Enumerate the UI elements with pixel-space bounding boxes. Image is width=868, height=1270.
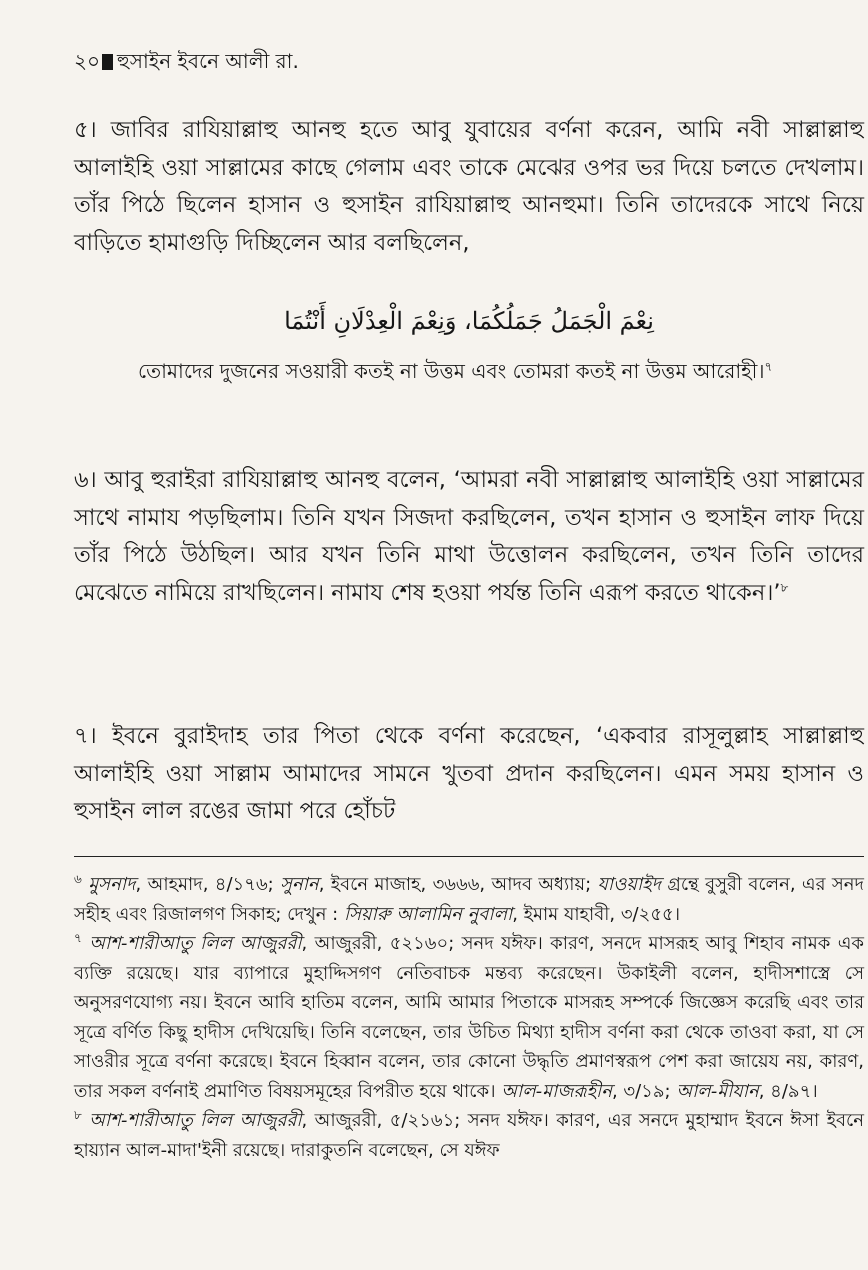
- hadith-6-paragraph: [74, 462, 864, 612]
- source-title: সিয়ারু আলামিন নুবালা: [343, 903, 513, 925]
- page-number: ২০: [74, 49, 101, 73]
- hadith-7-text: ৭। ইবনে বুরাইদাহ তার পিতা থেকে বর্ণনা করেছেন, ‘একবার রাসূলুল্লাহ সাল্লাল্লাহু আলাইহি ওয়া সাল্লাম আমাদের সামনে খুতবা প্রদান করছিলেন। এমন সময় হাসান ও হুসাইন লাল রঙের জামা পরে হোঁচট: [74, 723, 864, 824]
- source-title: আল-মাজরূহীন: [501, 1080, 612, 1102]
- footnote-7: [74, 929, 864, 1106]
- running-title: হুসাইন ইবনে আলী রা.: [117, 49, 299, 73]
- translation-text: তোমাদের দুজনের সওয়ারী কতই না উত্তম এবং তোমরা কতই না উত্তম আরোহী।: [138, 359, 765, 383]
- footnote-mark: ৬: [74, 872, 82, 886]
- footnote-6: [74, 870, 864, 929]
- page-header: [74, 48, 299, 74]
- hadith-7-paragraph: [74, 718, 864, 831]
- hadith-5-text: ৫। জাবির রাযিয়াল্লাহু আনহু হতে আবু যুবায়ের বর্ণনা করেন, আমি নবী সাল্লাল্লাহু আলাইহি ওয়া সাল্লামের কাছে গেলাম এবং তাকে মেঝের ওপর ভর দিয়ে চলতে দেখলাম। তাঁর পিঠে ছিলেন হাসান ও হুসাইন রাযিয়াল্লাহু আনহুমা। তিনি তাদেরকে সাথে নিয়ে বাড়িতে হামাগুড়ি দিচ্ছিলেন আর বলছিলেন,: [74, 117, 864, 256]
- footnote-ref-7: ৭: [764, 359, 773, 374]
- source-title: মুসনাদ: [88, 874, 136, 895]
- citation-text: , ৪/৯৭।: [758, 1080, 818, 1102]
- arabic-quote: نِعْمَ الْجَمَلُ جَمَلُكُمَا، وَنِعْمَ الْعِدْلَانِ أَنْتُمَا: [284, 307, 654, 335]
- citation-text: , ইবনে মাজাহ, ৩৬৬৬, আদব অধ্যায়;: [318, 874, 598, 895]
- footnote-ref-8: ৮: [780, 580, 789, 594]
- footnote-divider: [74, 856, 864, 857]
- citation-text: গ্রন্থে বুসুরী বলেন, এর সনদ সহীহ এবং রিজালগণ সিকাহ; দেখুন :: [74, 874, 864, 925]
- footnotes-section: [74, 870, 864, 1165]
- citation-text: , আজুররী, ৫/২১৬১; সনদ যঈফ। কারণ, এর সনদে মুহাম্মাদ ইবনে ঈসা ইবনে হায়্যান আল-মাদা'ইনী রয়েছে। দারাকুতনি বলেছেন, সে যঈফ: [74, 1110, 864, 1161]
- footnote-mark: ৭: [74, 931, 82, 945]
- citation-text: , আজুররী, ৫২১৬০; সনদ যঈফ। কারণ, সনদে মাসরূহ আবু শিহাব নামক এক ব্যক্তি রয়েছে। যার ব্যাপারে মুহাদ্দিসগণ নেতিবাচক মন্তব্য করেছেন। উকাইলী বলেন, হাদীসশাস্ত্রে সে অনুসরণযোগ্য নয়। ইবনে আবি হাতিম বলেন, আমি আমার পিতাকে মাসরূহ সম্পর্কে জিজ্ঞেস করেছি এবং তার সূত্রে বর্ণিত কিছু হাদীস দেখিয়েছি। তিনি বলেছেন, তার উচিত মিথ্যা হাদীস বর্ণনা করা থেকে তাওবা করা, যা সে সাওরীর সূত্রে বর্ণনা করেছে। ইবনে হিব্বান বলেন, তার কোনো উদ্ধৃতি প্রমাণস্বরূপ পেশ করা জায়েয নয়, কারণ, তার সকল বর্ণনাই প্রমাণিত বিষয়সমূহের বিপরীত হয়ে থাকে।: [74, 933, 864, 1102]
- hadith-5-paragraph: [74, 112, 864, 262]
- citation-text: , ৩/১৯;: [611, 1080, 677, 1102]
- source-title: সুনান: [280, 874, 319, 895]
- source-title: আল-মীযান: [676, 1080, 759, 1102]
- hadith-6-text: ৬। আবু হুরাইরা রাযিয়াল্লাহু আনহু বলেন, ‘আমরা নবী সাল্লাল্লাহু আলাইহি ওয়া সাল্লামের সাথে নামায পড়ছিলাম। তিনি যখন সিজদা করছিলেন, তখন হাসান ও হুসাইন লাফ দিয়ে তাঁর পিঠে উঠছিল। আর যখন তিনি মাথা উত্তোলন করছিলেন, তখন তিনি তাদের মেঝেতে নামিয়ে রাখছিলেন। নামায শেষ হওয়া পর্যন্ত তিনি এরূপ করতে থাকেন।’: [74, 467, 864, 606]
- source-title: যাওয়াইদ: [597, 874, 661, 895]
- footnote-mark: ৮: [74, 1108, 82, 1122]
- header-square-marker: [102, 54, 113, 70]
- source-title: আশ-শারীআতু লিল আজুররী: [89, 1110, 302, 1131]
- citation-text: , ইমাম যাহাবী, ৩/২৫৫।: [512, 903, 681, 925]
- source-title: আশ-শারীআতু লিল আজুররী: [89, 933, 302, 954]
- arabic-translation: [138, 356, 784, 386]
- footnote-8: [74, 1106, 864, 1165]
- citation-text: , আহমাদ, ৪/১৭৬;: [135, 874, 281, 895]
